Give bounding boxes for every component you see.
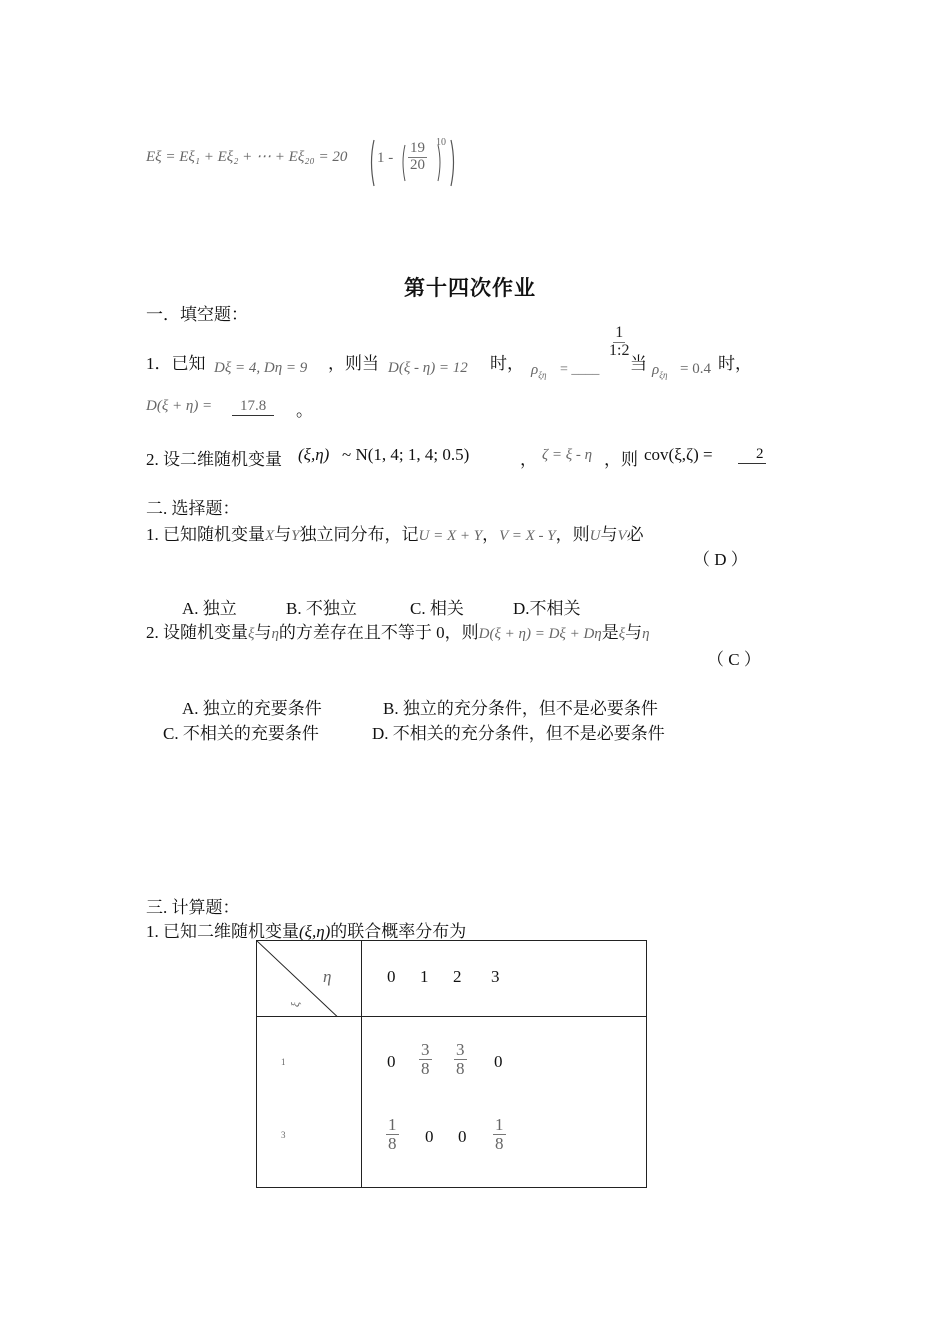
s2-q2-xi2: ξ — [618, 626, 626, 642]
s1-q2-zeta: ζ = ξ - η — [542, 447, 593, 463]
s2-q2-expr: D(ξ + η) = Dξ + Dη — [478, 626, 602, 642]
s2-q2-eta2: η — [642, 626, 650, 642]
s2-q1-line — [146, 520, 644, 545]
rho1-sub: ξη — [538, 370, 547, 380]
frac-num: 19 — [410, 140, 425, 156]
s1-q1-answer-frac — [607, 325, 631, 360]
formula-fraction — [408, 141, 427, 174]
s1-q1-line2-answer — [232, 398, 274, 416]
s3-q1-text: 1. 已知二维随机变量 — [146, 922, 299, 941]
p-1-3: 0 — [494, 1052, 503, 1071]
p-1-0: 0 — [387, 1052, 396, 1071]
s2-q2-line — [146, 618, 650, 643]
s2-q1-yu2: 与 — [600, 525, 618, 544]
s2-q1-then: ，则 — [555, 525, 590, 544]
s2-q1-v2: V — [617, 528, 627, 544]
s2-q2-xi: ξ — [248, 626, 255, 642]
xi-values-cell — [257, 1017, 362, 1188]
p-3-0-num: 1 — [388, 1115, 397, 1134]
s2-q2-shi: 是 — [601, 623, 619, 642]
formula-lhs: Eξ = Eξ₁ + Eξ₂ + ⋯ + Eξ₂₀ = 20 — [146, 149, 348, 165]
s1-q1-rho2 — [652, 362, 668, 380]
s2-q1-bi: 必 — [626, 525, 644, 544]
col-var-label: η — [323, 967, 332, 986]
s2-q1-option-c: C. 相关 — [410, 599, 464, 618]
s1-q2-answer — [738, 443, 766, 464]
s1-q1-when2: 当 — [630, 354, 647, 373]
s2-q1-u: U = X + Y — [418, 528, 483, 544]
p-3-2: 0 — [458, 1127, 467, 1146]
s2-q2-text-b: 的方差存在且不等于 0，则 — [278, 623, 479, 642]
p-3-3-num: 1 — [495, 1115, 504, 1134]
s1-q2-text: 2. 设二维随机变量 — [146, 450, 282, 469]
s2-q1-text-b: 独立同分布，记 — [299, 525, 419, 544]
rho1-symbol: ρ — [531, 362, 539, 378]
probabilities-cell — [362, 1017, 647, 1188]
eta-value-3: 3 — [491, 967, 500, 986]
s1-q1-rho2-val: = 0.4 — [680, 361, 711, 377]
s1-q1-line2-expr: D(ξ + η) = — [146, 398, 213, 414]
p-1-1-num: 3 — [421, 1040, 430, 1059]
row-var-label: ξ — [288, 1001, 303, 1008]
s1-q1-then-when: ，则当 — [328, 354, 379, 373]
eta-value-2: 2 — [453, 967, 462, 986]
eta-header-cell — [362, 941, 647, 1017]
p-1-2-den: 8 — [456, 1058, 465, 1078]
section2-heading: 二. 选择题： — [146, 499, 240, 518]
s2-q2-option-b: B. 独立的充分条件，但不是必要条件 — [383, 699, 658, 718]
s2-q2-option-d: D. 不相关的充分条件，但不是必要条件 — [372, 724, 665, 743]
s2-q1-option-b: B. 不独立 — [286, 599, 357, 618]
table-corner-cell — [257, 941, 362, 1017]
s2-q2-yu: 与 — [254, 623, 272, 642]
section3-heading: 三. 计算题： — [146, 898, 240, 917]
s2-q1-option-d: D.不相关 — [513, 599, 581, 618]
eta-value-1: 1 — [420, 967, 429, 986]
ans-den: 1:2 — [609, 341, 630, 359]
s2-q1-y: Y — [291, 528, 300, 544]
s1-q2-cov: cov(ξ,ζ) = — [644, 445, 713, 464]
formula-one-minus: 1 - — [377, 150, 394, 166]
frac-den: 20 — [410, 156, 425, 173]
xi-value-3: 3 — [281, 1130, 286, 1140]
p-1-2 — [454, 1041, 467, 1078]
eta-value-0: 0 — [387, 967, 396, 986]
s2-q1-answer: （ D ） — [693, 550, 748, 569]
p-3-0-den: 8 — [388, 1133, 397, 1153]
joint-distribution-table — [256, 940, 647, 1188]
s2-q1-option-a: A. 独立 — [182, 599, 237, 618]
p-3-3 — [493, 1116, 506, 1153]
s2-q2-text-a: 2. 设随机变量 — [146, 623, 248, 642]
line2-ans: 17.8 — [232, 398, 274, 416]
s2-q2-answer: （ C ） — [707, 650, 761, 669]
section1-heading: 一．填空题： — [146, 305, 248, 324]
s1-q2-comma: ， — [520, 450, 537, 469]
p-3-3-den: 8 — [495, 1133, 504, 1153]
s2-q1-yu: 与 — [274, 525, 292, 544]
s2-q1-x: X — [265, 528, 275, 544]
p-1-1 — [419, 1041, 432, 1078]
s2-q2-option-a: A. 独立的充要条件 — [182, 699, 322, 718]
s1-q1-rho1 — [531, 362, 547, 380]
s1-q2-then: ，则 — [604, 450, 638, 469]
s1-q1-given: Dξ = 4, Dη = 9 — [214, 360, 308, 376]
s1-q1-cond1: D(ξ - η) = 12 — [388, 360, 468, 376]
s2-q1-text-a: 1. 已知随机变量 — [146, 525, 265, 544]
page-title: 第十四次作业 — [404, 276, 536, 300]
s1-q2-dist: ~ N(1, 4; 1, 4; 0.5) — [342, 445, 470, 464]
s1-q2-pair: (ξ,η) — [298, 445, 330, 464]
xi-value-1: 1 — [281, 1057, 286, 1067]
s1-q1-time2: 时， — [718, 354, 752, 373]
rho2-sub: ξη — [659, 370, 668, 380]
s2-q2-option-c: C. 不相关的充要条件 — [163, 724, 319, 743]
ans-num: 1 — [615, 324, 624, 341]
s3-q1-line — [146, 917, 466, 942]
p-3-0 — [386, 1116, 399, 1153]
p-3-1: 0 — [425, 1127, 434, 1146]
s2-q1-u2: U — [589, 528, 601, 544]
rho2-symbol: ρ — [652, 362, 660, 378]
p-1-2-num: 3 — [456, 1040, 465, 1059]
s2-q2-eta: η — [271, 626, 279, 642]
p-1-1-den: 8 — [421, 1058, 430, 1078]
s1-q1-line2-end: 。 — [296, 401, 313, 420]
s2-q1-v: V = X - Y — [499, 528, 556, 544]
s1-q1-label: 1．已知 — [146, 354, 206, 373]
s3-q1-rest: 的联合概率分布为 — [330, 922, 467, 941]
s2-q2-yu2: 与 — [625, 623, 643, 642]
s1-q1-time1: 时， — [490, 354, 524, 373]
s1-q2-ans: 2 — [738, 446, 766, 464]
s3-q1-pair: (ξ,η) — [299, 922, 331, 941]
formula-exponent: 10 — [436, 137, 446, 148]
s1-q1-eq-blank: = ____ — [560, 362, 600, 377]
formula-expectation — [146, 147, 347, 166]
diagonal-line — [257, 941, 361, 1017]
s2-q1-comma: ， — [482, 525, 500, 544]
